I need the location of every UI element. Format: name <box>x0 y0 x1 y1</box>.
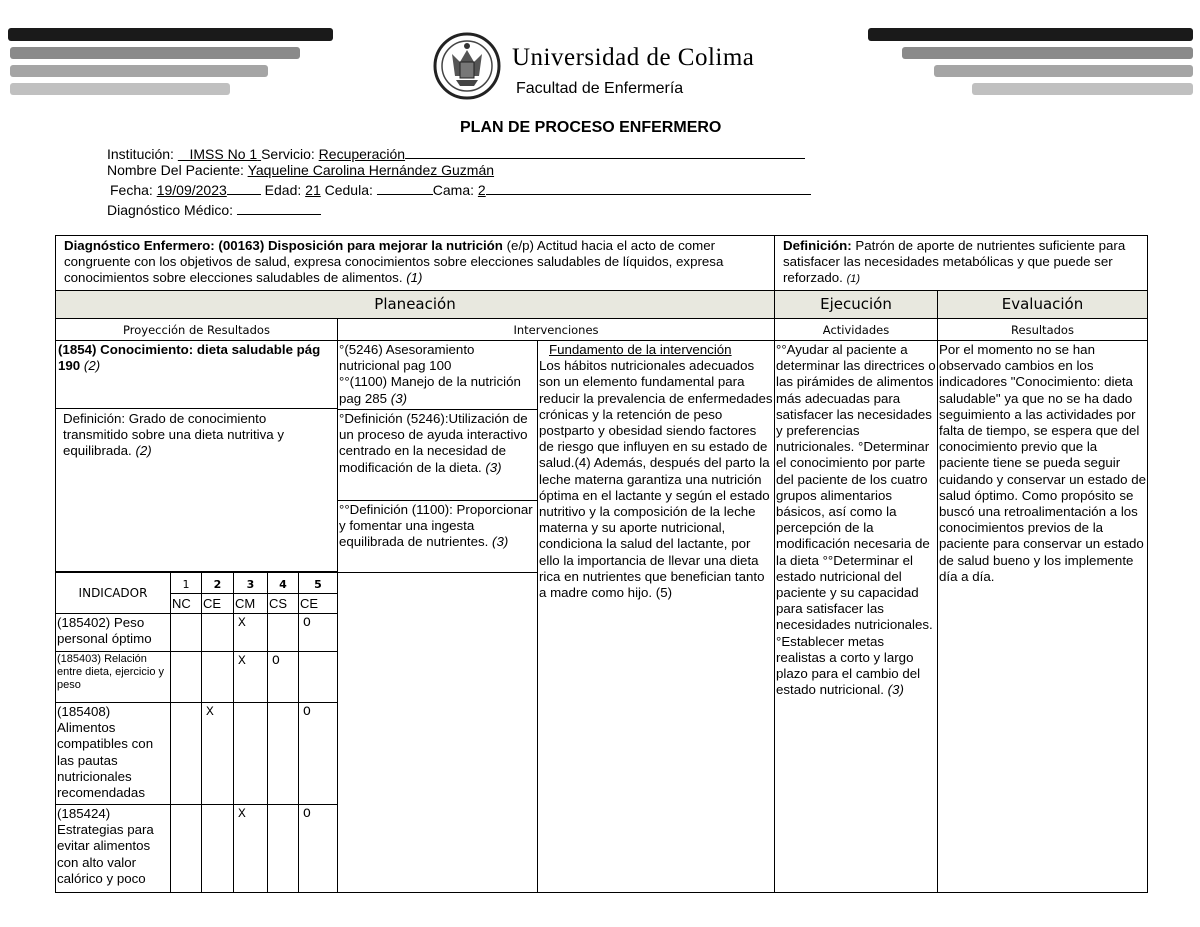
decor-bar-right-1 <box>868 28 1193 41</box>
indicator-mark <box>298 651 338 703</box>
scale-number-1: 1 <box>170 572 202 594</box>
indicator-mark: O <box>298 804 338 893</box>
scale-code-1: NC <box>170 593 202 614</box>
indicator-mark <box>267 702 299 805</box>
activities-cell: °°Ayudar al paciente a determinar las directrices o las pirámides de alimentos más adecuadas para satisfacer las necesidades y preferencias nutricionales. °Determinar el conocimiento por parte del paciente de los cuatro grupos alimentarios básicos, así como la percepción de la modificación necesaria de la dieta °°Determinar el estado nutricional del paciente y su capacidad para satisfacer las necesidades nutricionales. °Establecer metas realistas a corto y largo plazo para el cambio del estado nutricional. (3) <box>776 342 936 698</box>
rationale-title: Fundamento de la intervención <box>549 342 732 357</box>
indicator-mark: X <box>201 702 234 805</box>
indicator-label: (185402) Peso personal óptimo <box>55 613 171 652</box>
date-line: Fecha: 19/09/2023 Edad: 21 Cedula: Cama: 2 <box>110 180 811 199</box>
scale-number-2: 2 <box>201 572 234 594</box>
indicator-label: (185408) Alimentos compatibles con las pautas nutricionales recomendadas <box>55 702 171 805</box>
university-name: Universidad de Colima <box>512 44 755 71</box>
header-evaluacion: Evaluación <box>937 290 1148 319</box>
decor-bar-left-4 <box>10 83 230 95</box>
indicator-mark: X <box>233 613 268 652</box>
indicator-mark <box>170 651 202 703</box>
header-planeacion: Planeación <box>55 290 775 319</box>
outcome-title: (1854) Conocimiento: dieta saludable pág 190 (2) <box>55 341 338 409</box>
scale-number-4: 4 <box>267 572 299 594</box>
age-value: 21 <box>305 182 321 198</box>
indicator-mark <box>201 613 234 652</box>
subheader-intervenciones: Intervenciones <box>337 318 775 341</box>
decor-bar-right-2 <box>902 47 1193 59</box>
scale-number-3: 3 <box>233 572 268 594</box>
intervention-list: °(5246) Asesoramiento nutricional pag 100 °°(1100) Manejo de la nutrición pag 285 (3) <box>337 341 538 410</box>
date-value: 19/09/2023 <box>156 182 227 198</box>
indicator-mark <box>267 804 299 893</box>
outcome-definition: Definición: Grado de conocimiento transmitido sobre una dieta nutritiva y equilibrada. (2) <box>55 409 338 572</box>
indicator-mark <box>201 651 234 703</box>
faculty-name: Facultad de Enfermería <box>516 80 684 97</box>
indicator-mark <box>201 804 234 893</box>
subheader-resultados: Resultados <box>937 318 1148 341</box>
intervention-def-1100: °°Definición (1100): Proporcionar y fomentar una ingesta equilibrada de nutrientes. (3) <box>337 501 538 573</box>
evaluation-results-cell: Por el momento no se han observado cambios en los indicadores "Conocimiento: dieta saludable" ya que no se ha dado seguimiento a las actividades por falta de tiempo, se espera que del conocimiento previo que la paciente tiene se pueda seguir cuidando y conservar un estado de salud óptimo. Como propósito se buscó una retroalimentación a los conocimientos previos de la paciente para conservar un estado de salud bueno y los implemente día a día. <box>939 342 1146 584</box>
decor-bar-left-2 <box>10 47 300 59</box>
indicator-mark: X <box>233 804 268 893</box>
document-title: PLAN DE PROCESO ENFERMERO <box>460 119 722 136</box>
subheader-proyeccion: Proyección de Resultados <box>55 318 338 341</box>
university-seal-icon <box>432 32 502 100</box>
indicator-mark: X <box>233 651 268 703</box>
indicator-label: (185424) Estrategias para evitar alimentos con alto valor calórico y poco <box>55 804 171 893</box>
definition-cell: Definición: Patrón de aporte de nutrientes suficiente para satisfacer las necesidades metabólicas y que puede ser reforzado. (1) <box>774 235 1148 291</box>
indicator-mark: O <box>298 613 338 652</box>
indicator-mark <box>170 804 202 893</box>
patient-name-line: Nombre Del Paciente: Yaqueline Carolina Hernández Guzmán <box>107 162 495 178</box>
scale-code-5: CE <box>298 593 338 614</box>
indicator-mark <box>233 702 268 805</box>
rationale-text: Los hábitos nutricionales adecuados son un elemento fundamental para reducir la prevalencia de enfermedades crónicas y la retención de peso postparto y obesidad siendo factores de riesgo que influyen en su estado de salud.(4) Además, después del parto la leche materna garantiza una nutrición óptima en el lactante y según el estado nutritivo y la composición de la leche materna y su aporte nutricional, condiciona la salud del lactante, por ello la importancia de llevar una dieta rica en nutrientes que benefician tanto a madre como hijo. (5) <box>539 358 773 601</box>
bed-value: 2 <box>477 182 486 198</box>
indicator-label: (185403) Relación entre dieta, ejercicio y peso <box>55 651 171 703</box>
intervention-def-5246: °Definición (5246):Utilización de un proceso de ayuda interactivo centrado en la necesidad de modificación de la dieta. (3) <box>337 410 538 501</box>
institution-value: IMSS No 1 <box>189 146 258 162</box>
scale-code-3: CM <box>233 593 268 614</box>
decor-bar-left-1 <box>8 28 333 41</box>
decor-bar-right-3 <box>934 65 1193 77</box>
indicator-mark: O <box>267 651 299 703</box>
scale-number-5: 5 <box>298 572 338 594</box>
institution-line: Institución: IMSS No 1 Servicio: Recuperación <box>107 144 805 163</box>
subheader-actividades: Actividades <box>774 318 938 341</box>
indicator-mark <box>267 613 299 652</box>
nursing-diagnosis-cell: Diagnóstico Enfermero: (00163) Disposición para mejorar la nutrición (e/p) Actitud hacia el acto de comer congruente con los objetivos de salud, expresa conocimientos sobre elecciones saludables de líquidos, expresa conocimientos sobre elecciones saludables de alimentos. (1) <box>55 235 775 291</box>
medical-diagnosis-line: Diagnóstico Médico: <box>107 200 321 219</box>
patient-name-value: Yaqueline Carolina Hernández Guzmán <box>247 162 495 178</box>
header-ejecucion: Ejecución <box>774 290 938 319</box>
decor-bar-left-3 <box>10 65 268 77</box>
indicator-mark: O <box>298 702 338 805</box>
indicator-header: INDICADOR <box>55 572 171 614</box>
scale-code-2: CE <box>201 593 234 614</box>
indicator-mark <box>170 702 202 805</box>
indicator-mark <box>170 613 202 652</box>
rationale-cell <box>537 341 775 681</box>
service-value: Recuperación <box>318 146 406 162</box>
scale-code-4: CS <box>267 593 299 614</box>
decor-bar-right-4 <box>972 83 1193 95</box>
